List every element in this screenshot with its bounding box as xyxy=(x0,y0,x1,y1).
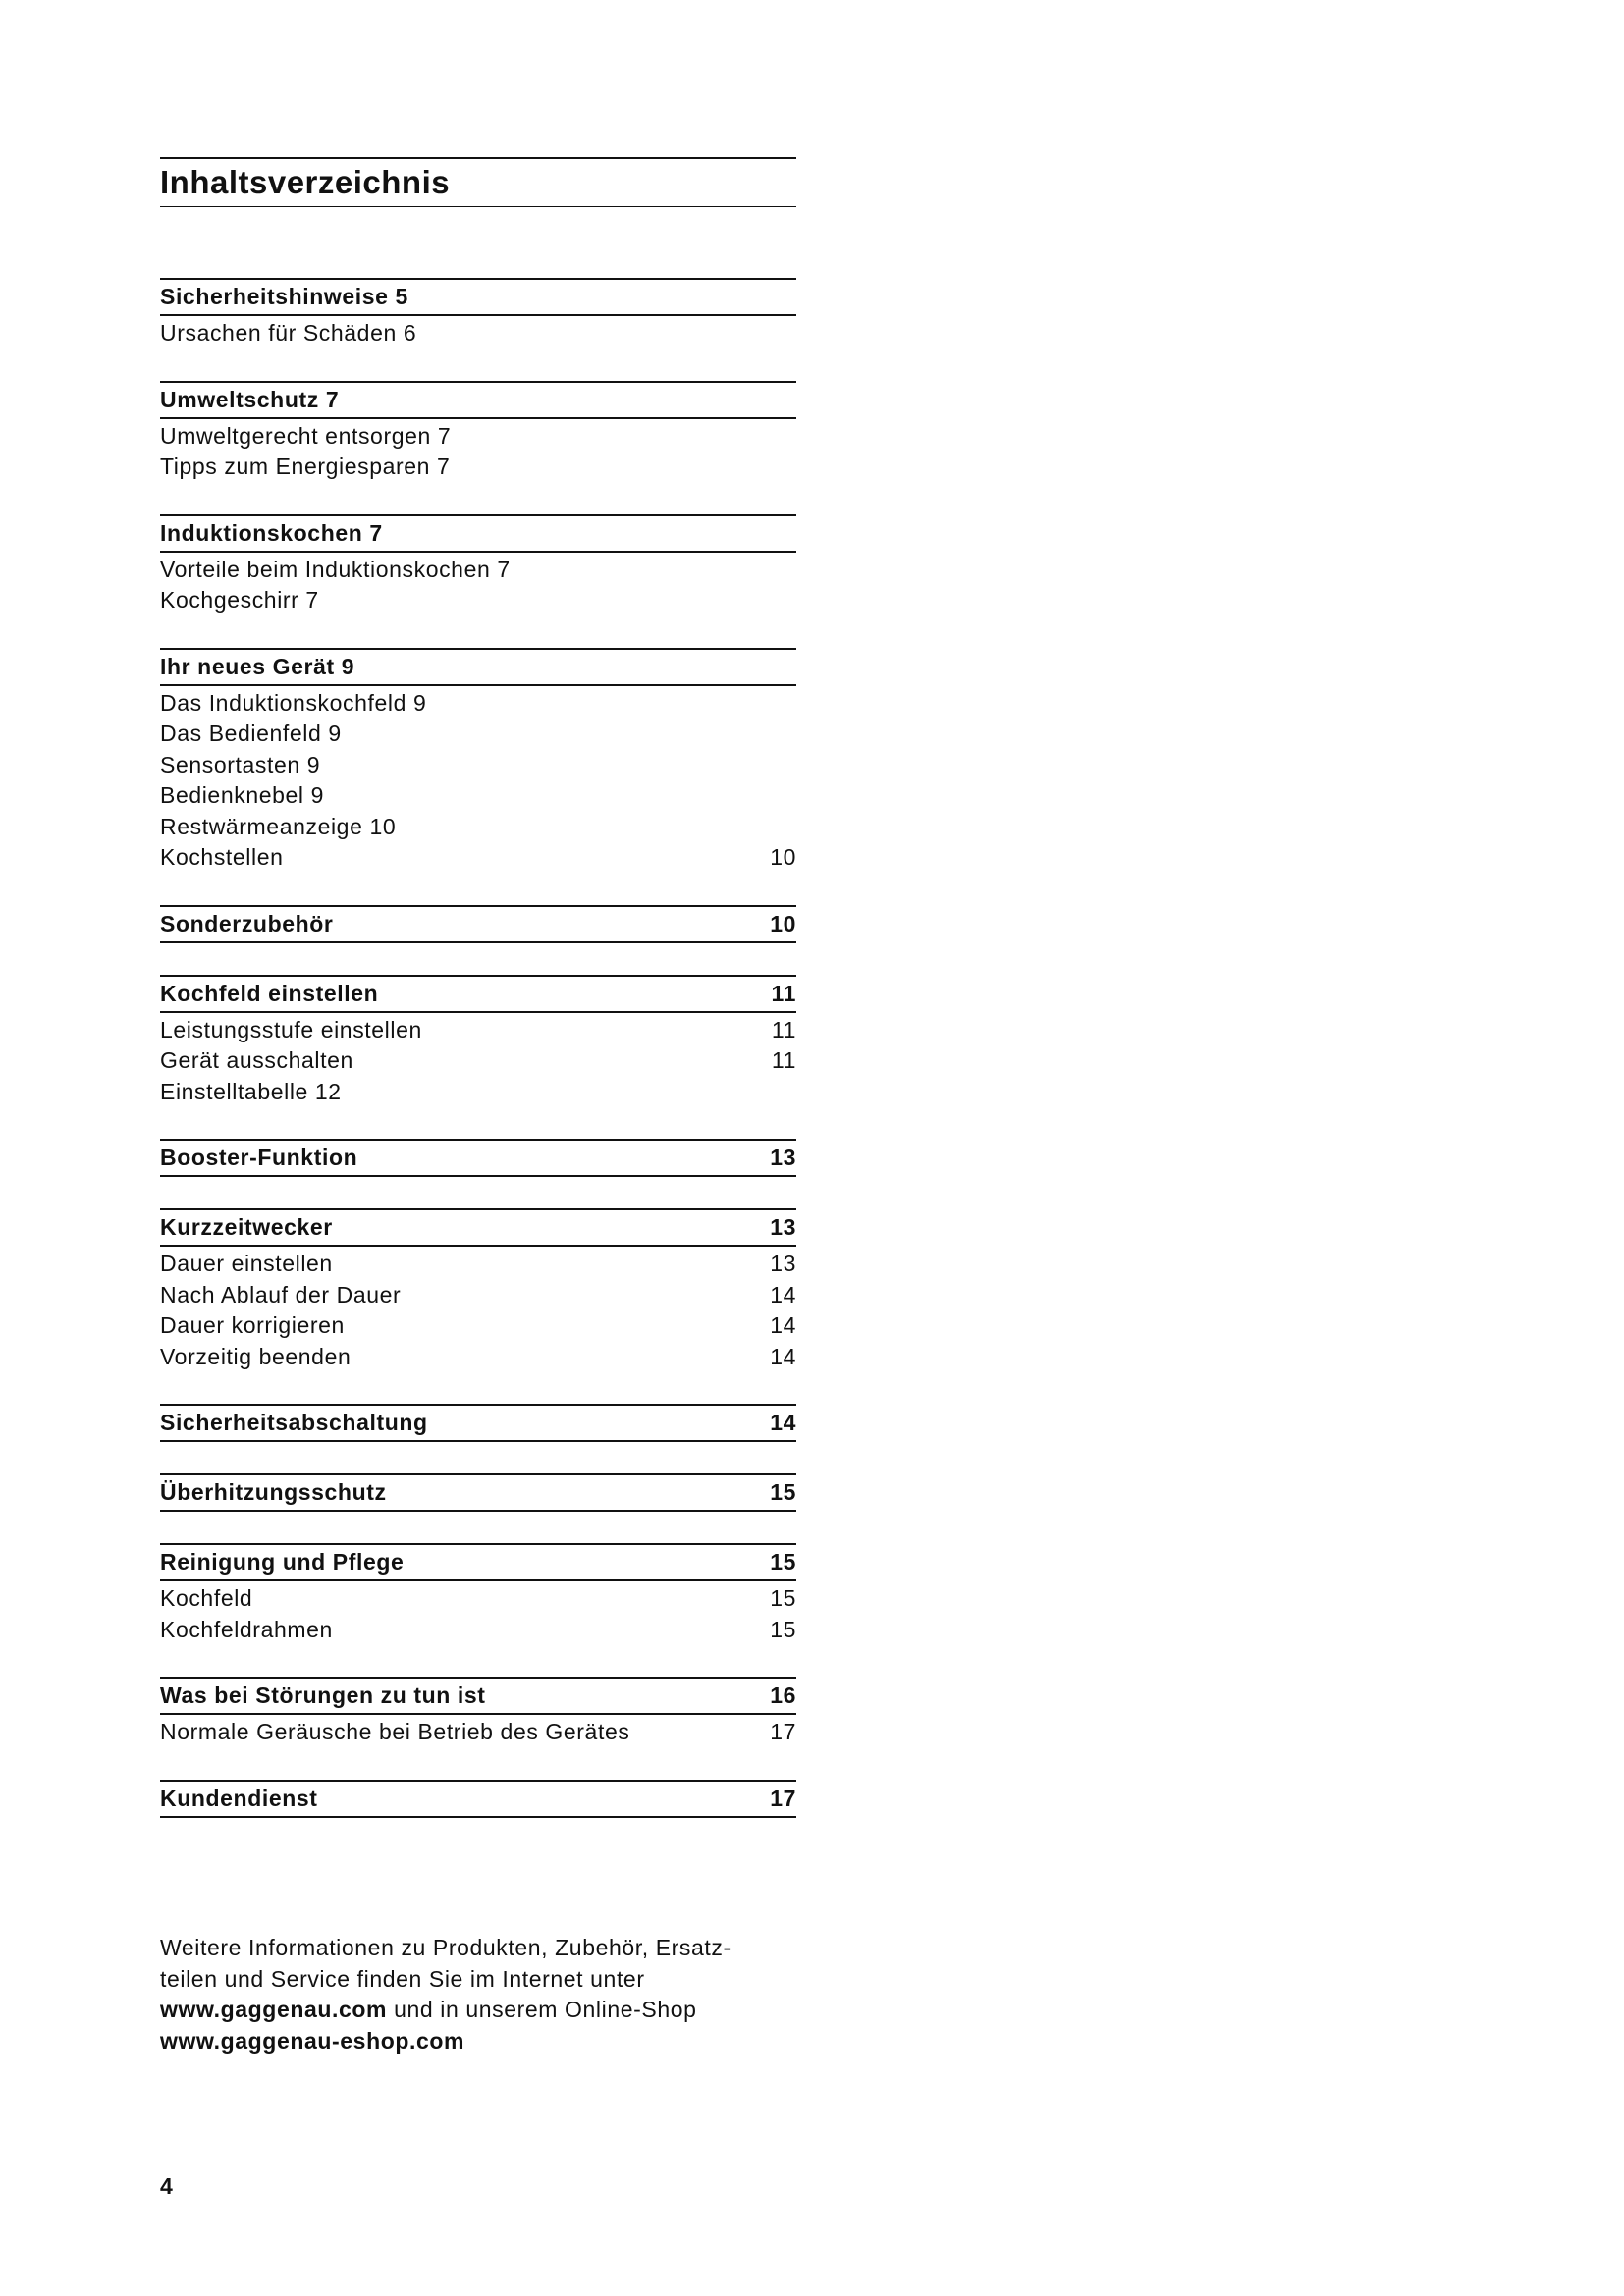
toc-section-heading[interactable] xyxy=(160,514,796,553)
toc-item-page: 15 xyxy=(770,1616,796,1642)
toc-item[interactable] xyxy=(160,1583,796,1615)
toc-item-list xyxy=(160,553,796,616)
toc-item-list xyxy=(160,419,796,483)
toc-item-label: Das Bedienfeld 9 xyxy=(160,721,342,746)
toc-item-page: 17 xyxy=(770,1719,796,1744)
toc-item[interactable] xyxy=(160,1045,796,1077)
toc-section xyxy=(160,514,796,616)
toc-section xyxy=(160,648,796,874)
toc-item[interactable] xyxy=(160,750,796,781)
toc-item[interactable] xyxy=(160,812,796,843)
toc-section-label: Ihr neues Gerät 9 xyxy=(160,653,355,679)
toc-item-label: Das Induktionskochfeld 9 xyxy=(160,689,427,716)
footer-line-3 xyxy=(160,1995,808,2026)
toc-section xyxy=(160,1404,796,1442)
eshop-link[interactable]: www.gaggenau-eshop.com xyxy=(160,2027,465,2054)
page-title: Inhaltsverzeichnis xyxy=(160,157,796,207)
toc-item-label: Gerät ausschalten xyxy=(160,1047,353,1073)
toc-item-page: 14 xyxy=(770,1312,796,1338)
toc-item[interactable] xyxy=(160,1280,796,1311)
toc-item[interactable] xyxy=(160,555,796,586)
toc-section xyxy=(160,975,796,1108)
toc-item-page: 10 xyxy=(770,844,796,870)
toc-section xyxy=(160,1780,796,1818)
toc-item-page: 11 xyxy=(771,1047,796,1073)
toc-section xyxy=(160,1677,796,1748)
toc-section-page: 13 xyxy=(770,1214,796,1240)
toc-section-heading[interactable] xyxy=(160,1543,796,1581)
toc-item[interactable] xyxy=(160,1342,796,1373)
toc-section-heading[interactable] xyxy=(160,648,796,686)
toc-section-page: 17 xyxy=(770,1785,796,1811)
toc-section xyxy=(160,905,796,943)
footer-line-4 xyxy=(160,2026,808,2057)
footer-info xyxy=(160,1933,808,2056)
toc-section xyxy=(160,1139,796,1177)
toc-section-heading[interactable] xyxy=(160,278,796,316)
toc-item[interactable] xyxy=(160,318,796,349)
toc-item[interactable] xyxy=(160,1717,796,1748)
toc-item[interactable] xyxy=(160,780,796,812)
toc-item-list xyxy=(160,316,796,349)
toc-item-label: Tipps zum Energiesparen 7 xyxy=(160,454,451,479)
page-number: 4 xyxy=(160,2173,173,2199)
toc-item[interactable] xyxy=(160,421,796,453)
toc-item-label: Normale Geräusche bei Betrieb des Gerätes xyxy=(160,1719,630,1744)
toc-item-label: Einstelltabelle 12 xyxy=(160,1078,342,1104)
toc-section-page: 16 xyxy=(770,1682,796,1708)
toc-item-label: Kochstellen xyxy=(160,844,284,870)
toc-item-label: Vorzeitig beenden xyxy=(160,1343,352,1369)
toc-item[interactable] xyxy=(160,688,796,720)
toc-item-label: Umweltgerecht entsorgen 7 xyxy=(160,422,452,449)
toc-section-label: Kundendienst xyxy=(160,1785,318,1811)
footer-line-1: Weitere Informationen zu Produkten, Zubehör, Ersatz- xyxy=(160,1935,731,1960)
toc-section-label: Reinigung und Pflege xyxy=(160,1549,405,1575)
toc-section-label: Booster-Funktion xyxy=(160,1145,358,1170)
toc-item[interactable] xyxy=(160,452,796,483)
toc-section xyxy=(160,278,796,349)
toc-item-page: 11 xyxy=(771,1016,796,1042)
toc-item[interactable] xyxy=(160,719,796,750)
toc-item-list xyxy=(160,1715,796,1748)
toc-item-label: Kochfeldrahmen xyxy=(160,1616,333,1642)
toc-item[interactable] xyxy=(160,842,796,874)
toc-section-page: 10 xyxy=(770,910,796,936)
toc-section-label: Sonderzubehör xyxy=(160,910,334,936)
toc-section-heading[interactable] xyxy=(160,975,796,1013)
toc-item-label: Leistungsstufe einstellen xyxy=(160,1016,422,1042)
toc-item-list xyxy=(160,686,796,874)
toc-section-heading[interactable] xyxy=(160,1473,796,1512)
toc-item[interactable] xyxy=(160,1077,796,1108)
toc-item-label: Dauer einstellen xyxy=(160,1251,333,1276)
toc-section-label: Induktionskochen 7 xyxy=(160,519,383,546)
footer-line-2: teilen und Service finden Sie im Internet unter xyxy=(160,1965,645,1992)
toc-section-page: 13 xyxy=(770,1145,796,1170)
toc-item-label: Bedienknebel 9 xyxy=(160,782,324,808)
toc-item[interactable] xyxy=(160,1615,796,1646)
toc-section-page: 15 xyxy=(770,1549,796,1575)
toc-section-heading[interactable] xyxy=(160,1208,796,1247)
toc-section-label: Überhitzungsschutz xyxy=(160,1479,387,1505)
toc-item-list xyxy=(160,1247,796,1372)
toc-item[interactable] xyxy=(160,1249,796,1280)
toc-section-label: Sicherheitsabschaltung xyxy=(160,1410,428,1435)
toc-section xyxy=(160,1543,796,1645)
toc-section-heading[interactable] xyxy=(160,1780,796,1818)
gaggenau-link[interactable]: www.gaggenau.com xyxy=(160,1997,388,2022)
toc-section-label: Kurzzeitwecker xyxy=(160,1214,333,1240)
toc-item[interactable] xyxy=(160,1015,796,1046)
toc-item-label: Kochfeld xyxy=(160,1585,253,1611)
toc-section-label: Kochfeld einstellen xyxy=(160,980,379,1006)
toc-item-label: Vorteile beim Induktionskochen 7 xyxy=(160,556,511,582)
toc-item-page: 13 xyxy=(770,1251,796,1276)
toc-item-label: Dauer korrigieren xyxy=(160,1312,345,1338)
toc-section-heading[interactable] xyxy=(160,905,796,943)
toc-section xyxy=(160,1473,796,1512)
toc-item-label: Sensortasten 9 xyxy=(160,751,321,777)
toc-section-heading[interactable] xyxy=(160,1677,796,1715)
toc-item-list xyxy=(160,1581,796,1645)
toc-section-label: Sicherheitshinweise 5 xyxy=(160,284,408,309)
toc-section-page: 15 xyxy=(770,1479,796,1505)
toc-section-heading[interactable] xyxy=(160,381,796,419)
toc-section-heading[interactable] xyxy=(160,1139,796,1177)
toc-item-label: Restwärmeanzeige 10 xyxy=(160,813,397,839)
toc-item-page: 14 xyxy=(770,1281,796,1308)
toc-section-label: Umweltschutz 7 xyxy=(160,386,340,412)
table-of-contents xyxy=(160,157,796,1849)
toc-section-heading[interactable] xyxy=(160,1404,796,1442)
toc-sections xyxy=(160,278,796,1818)
toc-item[interactable] xyxy=(160,585,796,616)
toc-section xyxy=(160,381,796,483)
toc-section xyxy=(160,1208,796,1372)
toc-item-page: 15 xyxy=(770,1585,796,1611)
toc-item-list xyxy=(160,1013,796,1108)
toc-section-page: 11 xyxy=(771,980,796,1006)
toc-item-page: 14 xyxy=(770,1343,796,1369)
toc-section-label: Was bei Störungen zu tun ist xyxy=(160,1682,486,1708)
toc-item[interactable] xyxy=(160,1310,796,1342)
toc-section-page: 14 xyxy=(770,1410,796,1435)
toc-item-label: Nach Ablauf der Dauer xyxy=(160,1281,402,1308)
footer-line-3-text: und in unserem Online-Shop xyxy=(387,1997,697,2022)
toc-item-label: Ursachen für Schäden 6 xyxy=(160,320,417,346)
toc-item-label: Kochgeschirr 7 xyxy=(160,587,319,613)
